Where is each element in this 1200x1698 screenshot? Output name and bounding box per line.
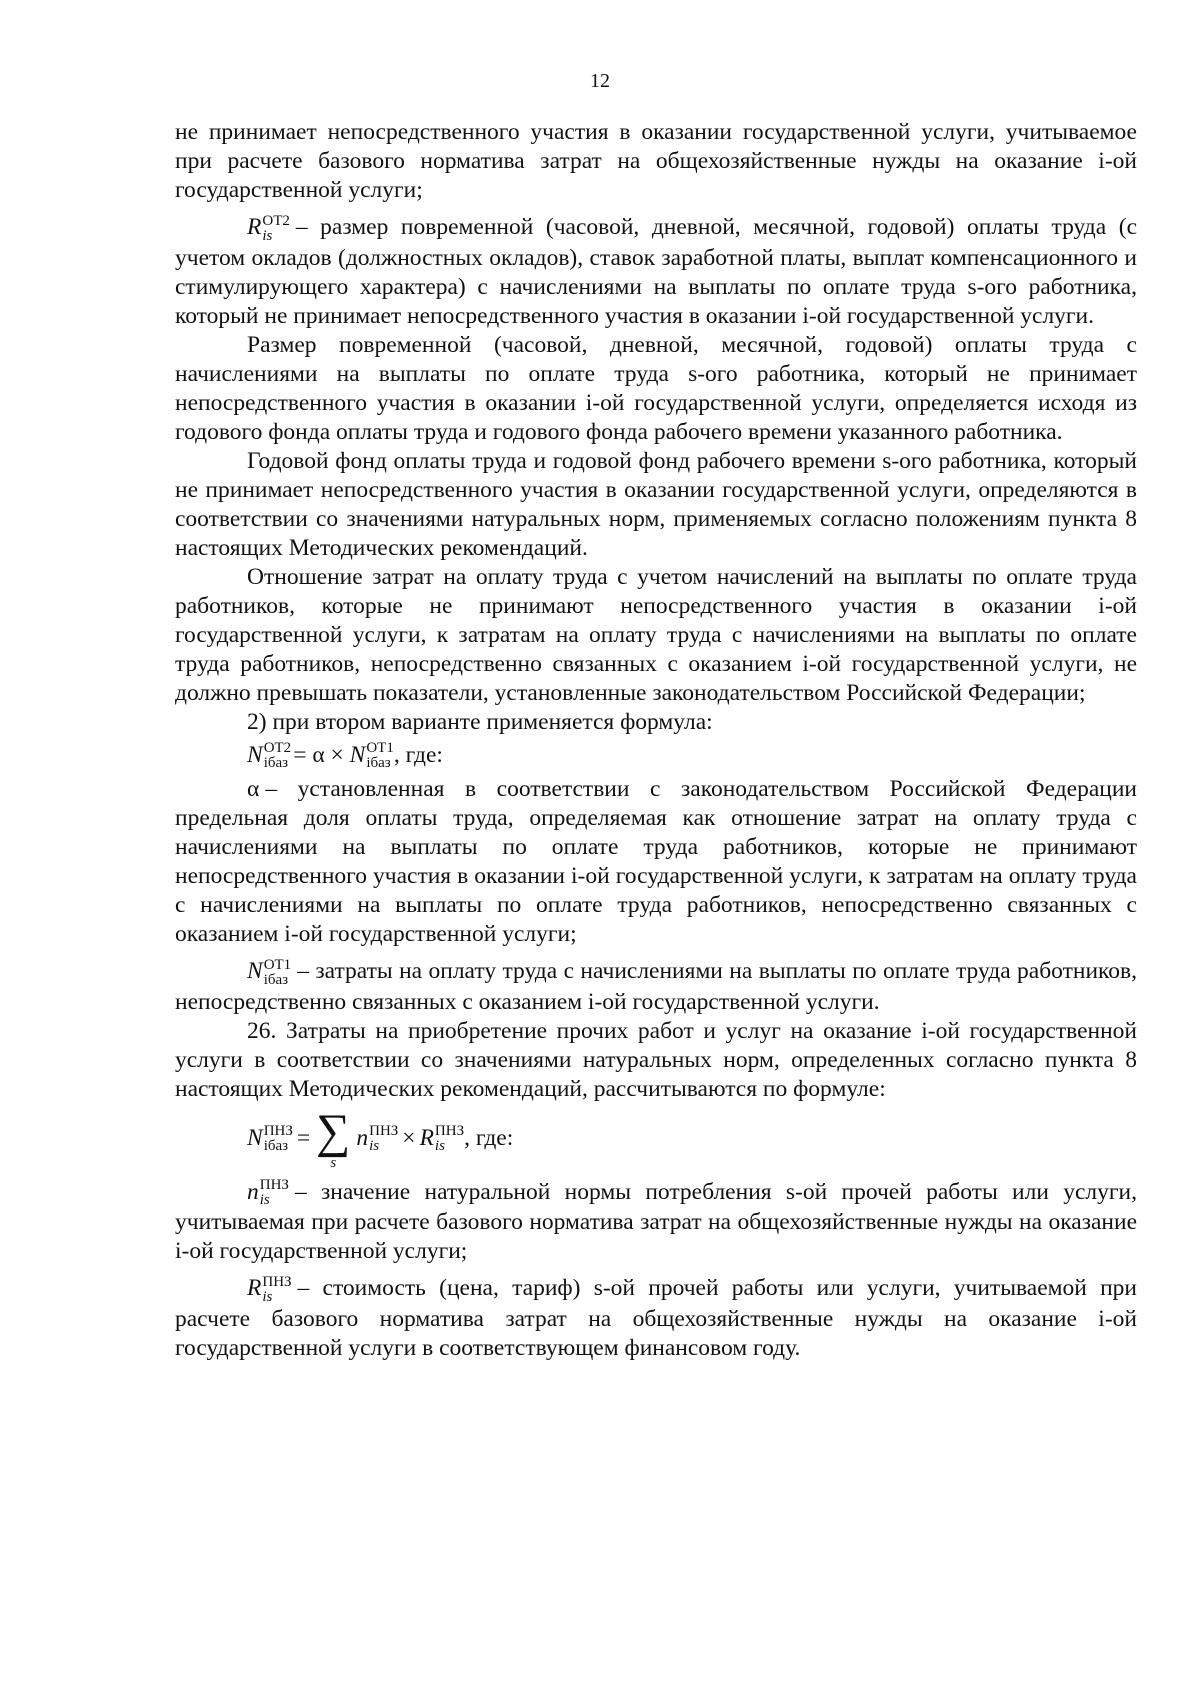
definition-r-ot2: [175, 213, 1137, 331]
symbol-n-ot1: N ОТ1 iбаз: [247, 956, 292, 988]
symbol-alpha: α: [247, 776, 260, 803]
definition-n-pnz: [175, 1178, 1137, 1267]
definition-alpha: [175, 775, 1137, 949]
paragraph-annual-fund: Годовой фонд оплаты труда и годовой фонд рабочего времени s-ого работника, который не принимает непосредственного участия в оказании государственной услуги, определяются в соответствии со значениями натуральных норм, применяемых согласно положениям пункта 8 настоящих Методических рекомендаций.: [175, 447, 1137, 561]
definition-text: – значение натуральной нормы потребления s-ой прочей работы или услуги, учитываемая при расчете базового норматива затрат на общехозяйственные нужды на оказание i-ой государственной услуги;: [175, 1178, 1137, 1265]
paragraph-continuation: не принимает непосредственного участия в оказании государственной услуги, учитываемое при расчете базового норматива затрат на общехозяйственные нужды на оказание i-ой государственной услуги;: [175, 119, 1137, 203]
definition-text: – стоимость (цена, тариф) s-ой прочей работы или услуги, учитываемой при расчете базового норматива затрат на общехозяйственные нужды на оказание i-ой государственной услуги в соответствующем финансовом году.: [175, 1275, 1137, 1362]
paragraph-pay-size: Размер повременной (часовой, дневной, месячной, годовой) оплаты труда с начислениями на выплаты по оплате труда s-ого работника, который не принимает непосредственного участия в оказании i-ой государственной услуги, определяется исходя из годового фонда оплаты труда и годового фонда рабочего времени указанного работника.: [175, 331, 1137, 445]
sum-symbol: ∑ s: [316, 1104, 351, 1171]
paragraph-26: 26. Затраты на приобретение прочих работ и услуг на оказание i-ой государственной услуги в соответствии со значениями натуральных норм, определенных согласно пункта 8 настоящих Методических рекомендаций, рассчитываются по формуле:: [175, 1017, 1137, 1102]
formula-pnz: N ПНЗ iбаз = ∑ s n ПНЗ is × R ПНЗ is , где:: [247, 1104, 514, 1171]
definition-text: – размер повременной (часовой, дневной, месячной, годовой) оплаты труда (с учетом окладов (должностных окладов), ставок заработной платы, выплат компенсационного и стимулирующего характера) с начислениями на выплаты по оплате труда s-ого работника, который не принимает непосредственного участия в оказании i-ой государственной услуги.: [175, 214, 1137, 329]
definition-text: – затраты на оплату труда с начислениями на выплаты по оплате труда работников, непосредственно связанных с оказанием i-ой государственной услуги.: [175, 958, 1137, 1015]
definition-n-ot1: [175, 957, 1137, 1017]
definition-text: – установленная в соответствии с законодательством Российской Федерации предельная доля оплаты труда, определяемая как отношение затрат на оплату труда с начислениями на выплаты по оплате труда работников, которые не принимают непосредственного участия в оказании i-ой государственной услуги, к затратам на оплату труда с начислениями на выплаты по оплате труда работников, непосредственно связанных с оказанием i-ой государственной услуги;: [175, 776, 1137, 948]
page-number: 12: [590, 70, 610, 92]
paragraph-ratio: Отношение затрат на оплату труда с учетом начислений на выплаты по оплате труда работников, которые не принимают непосредственного участия в оказании i-ой государственной услуги, к затратам на оплату труда с начислениями на выплаты по оплате труда работников, непосредственно связанных с оказанием i-ой государственной услуги, не должно превышать показатели, установленные законодательством Российской Федерации;: [175, 563, 1137, 706]
symbol-r-ot2: R ОТ2 is: [247, 212, 290, 244]
paragraph-second-variant: 2) при втором варианте применяется формула:: [247, 708, 713, 735]
symbol-r-pnz: R ПНЗ is: [247, 1274, 292, 1306]
document-body: [175, 118, 1137, 1363]
symbol-n-pnz: n ПНЗ is: [247, 1177, 289, 1209]
formula-ot2: N ОТ2 iбаз = α × N ОТ1 iбаз , где:: [247, 740, 443, 772]
definition-r-pnz: [175, 1274, 1137, 1363]
